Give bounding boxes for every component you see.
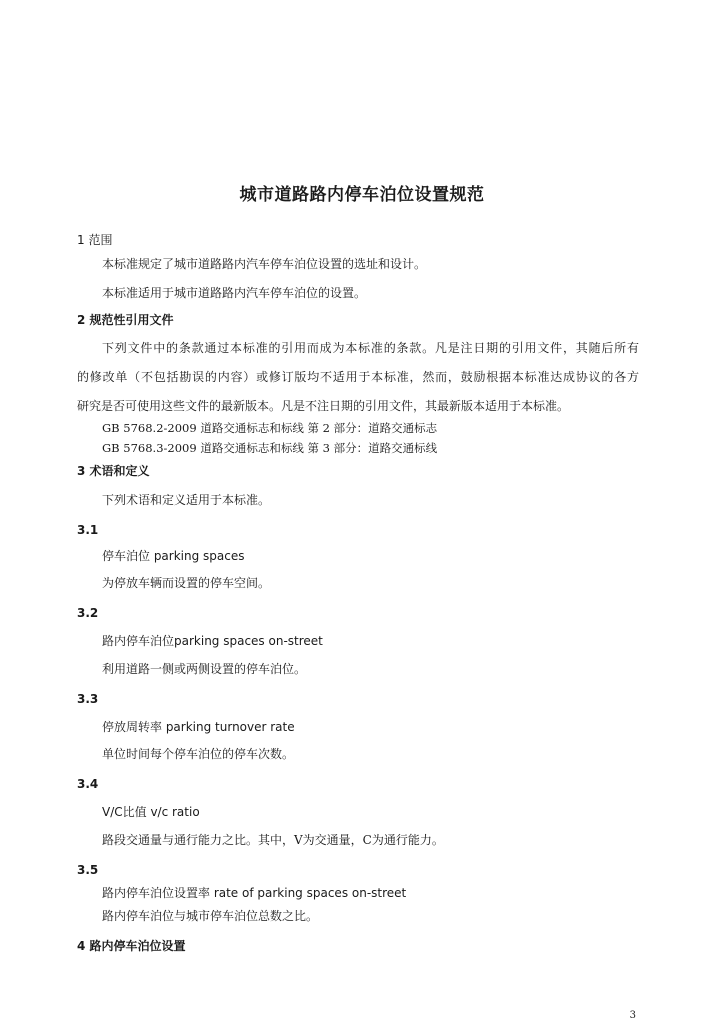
section-3-heading: 3 术语和定义: [77, 464, 150, 478]
section-4-heading: 4 路内停车泊位设置: [77, 939, 186, 953]
section-2-line-3: 研究是否可使用这些文件的最新版本。凡是不注日期的引用文件，其最新版本适用于本标准。: [77, 399, 570, 413]
term-definition: 路内停车泊位与城市停车泊位总数之比。: [102, 909, 319, 923]
term-number: 3.3: [77, 692, 99, 706]
term-title: V/C比值 v/c ratio: [102, 805, 200, 819]
term-number: 3.4: [77, 777, 99, 791]
section-1-paragraph-1: 本标准规定了城市道路路内汽车停车泊位设置的选址和设计。: [102, 257, 427, 271]
page-number: 3: [629, 1010, 636, 1021]
section-1-heading: 1 范围: [77, 233, 113, 247]
section-2-line-1: 下列文件中的条款通过本标准的引用而成为本标准的条款。凡是注日期的引用文件，其随后所有: [102, 341, 639, 355]
term-definition: 为停放车辆而设置的停车空间。: [102, 576, 271, 590]
section-3-intro: 下列术语和定义适用于本标准。: [102, 493, 271, 507]
section-1-paragraph-2: 本标准适用于城市道路路内汽车停车泊位的设置。: [102, 286, 367, 300]
term-definition: 路段交通量与通行能力之比。其中，V为交通量，C为通行能力。: [102, 833, 444, 847]
section-2-heading: 2 规范性引用文件: [77, 313, 174, 327]
document-title: 城市道路路内停车泊位设置规范: [239, 185, 485, 205]
reference-2: GB 5768.3-2009 道路交通标志和标线 第 3 部分：道路交通标线: [102, 441, 438, 455]
term-title: 路内停车泊位parking spaces on-street: [102, 634, 323, 648]
term-number: 3.1: [77, 523, 99, 537]
term-title: 路内停车泊位设置率 rate of parking spaces on-street: [102, 886, 407, 900]
term-title: 停车泊位 parking spaces: [102, 549, 245, 563]
term-number: 3.2: [77, 606, 99, 620]
term-definition: 利用道路一侧或两侧设置的停车泊位。: [102, 662, 307, 676]
term-definition: 单位时间每个停车泊位的停车次数。: [102, 747, 295, 761]
term-number: 3.5: [77, 863, 99, 877]
section-2-line-2: 的修改单（不包括勘误的内容）或修订版均不适用于本标准，然而，鼓励根据本标准达成协议的各方: [77, 370, 639, 384]
reference-1: GB 5768.2-2009 道路交通标志和标线 第 2 部分：道路交通标志: [102, 421, 438, 435]
term-title: 停放周转率 parking turnover rate: [102, 720, 295, 734]
